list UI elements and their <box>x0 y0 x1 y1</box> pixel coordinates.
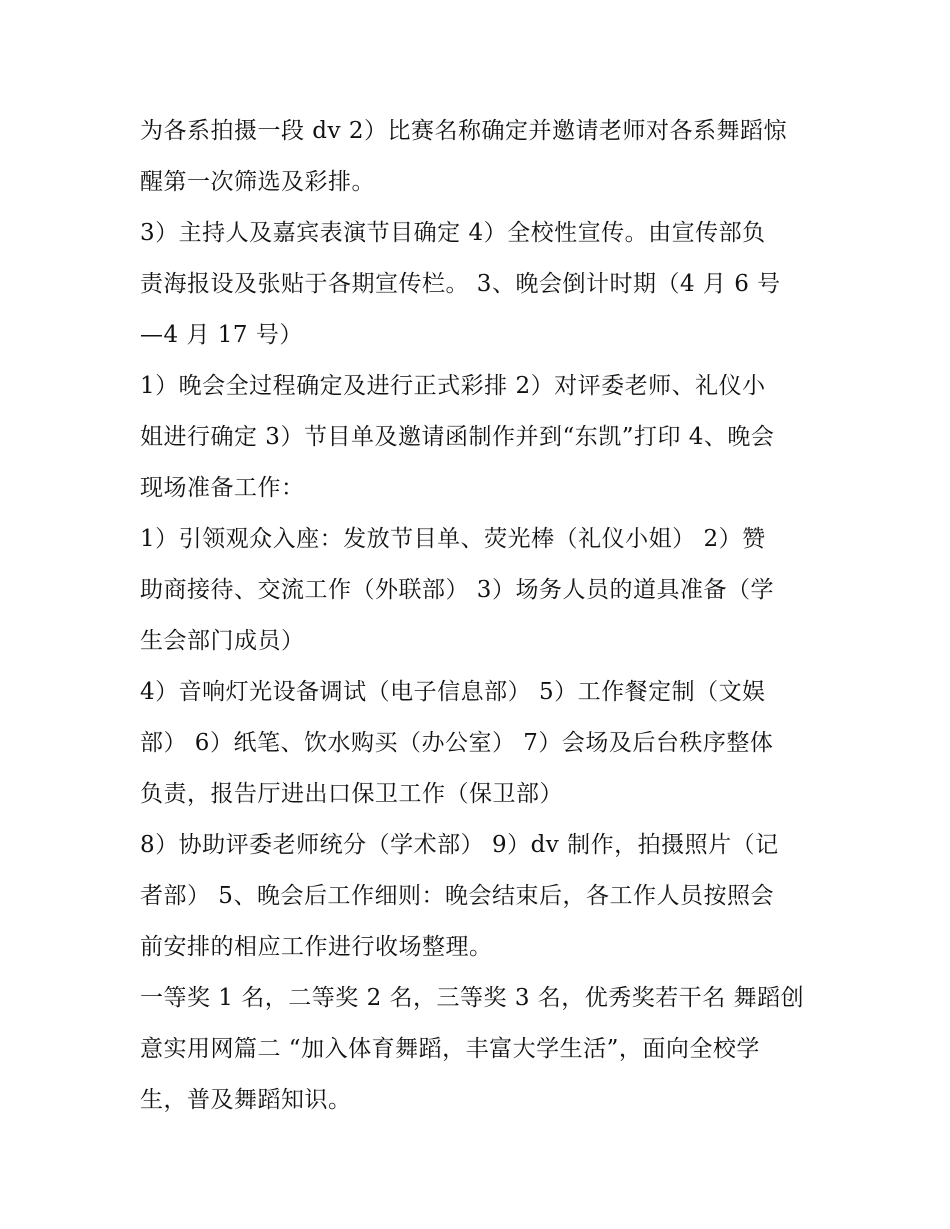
text-line: 意实用网篇二 “加入体育舞蹈，丰富大学生活”，面向全校学 <box>140 1036 760 1062</box>
text-line: 者部） 5、晚会后工作细则：晚会结束后，各工作人员按照会 <box>140 883 774 909</box>
text-line: 醒第一次筛选及彩排。 <box>140 169 375 195</box>
text-line: 3）主持人及嘉宾表演节目确定 4）全校性宣传。由宣传部负 <box>140 220 766 246</box>
text-line: 前安排的相应工作进行收场整理。 <box>140 934 493 960</box>
text-line: 责海报设及张贴于各期宣传栏。 3、晚会倒计时期（4 月 6 号 <box>140 271 781 297</box>
text-line: 1）晚会全过程确定及进行正式彩排 2）对评委老师、礼仪小 <box>140 373 766 399</box>
text-line: 生会部门成员） <box>140 628 305 654</box>
text-line: 1）引领观众入座：发放节目单、荧光棒（礼仪小姐） 2）赞 <box>140 526 766 552</box>
text-line: 生，普及舞蹈知识。 <box>140 1087 352 1113</box>
text-line: 姐进行确定 3）节目单及邀请函制作并到“东凯”打印 4、晚会 <box>140 424 775 450</box>
text-line: 负责，报告厅进出口保卫工作（保卫部） <box>140 781 563 807</box>
text-line: 为各系拍摄一段 dv 2）比赛名称确定并邀请老师对各系舞蹈惊 <box>140 118 787 144</box>
text-line: 助商接待、交流工作（外联部） 3）场务人员的道具准备（学 <box>140 577 774 603</box>
text-line: 部） 6）纸笔、饮水购买（办公室） 7）会场及后台秩序整体 <box>140 730 774 756</box>
text-line: 4）音响灯光设备调试（电子信息部） 5）工作餐定制（文娱 <box>140 679 766 705</box>
text-line: 一等奖 1 名，二等奖 2 名，三等奖 3 名，优秀奖若干名 舞蹈创 <box>140 985 805 1011</box>
document-body <box>140 106 820 1126</box>
text-line: 8）协助评委老师统分（学术部） 9）dv 制作，拍摄照片（记 <box>140 832 779 858</box>
text-line: —4 月 17 号） <box>140 322 303 348</box>
text-line: 现场准备工作： <box>140 475 305 501</box>
